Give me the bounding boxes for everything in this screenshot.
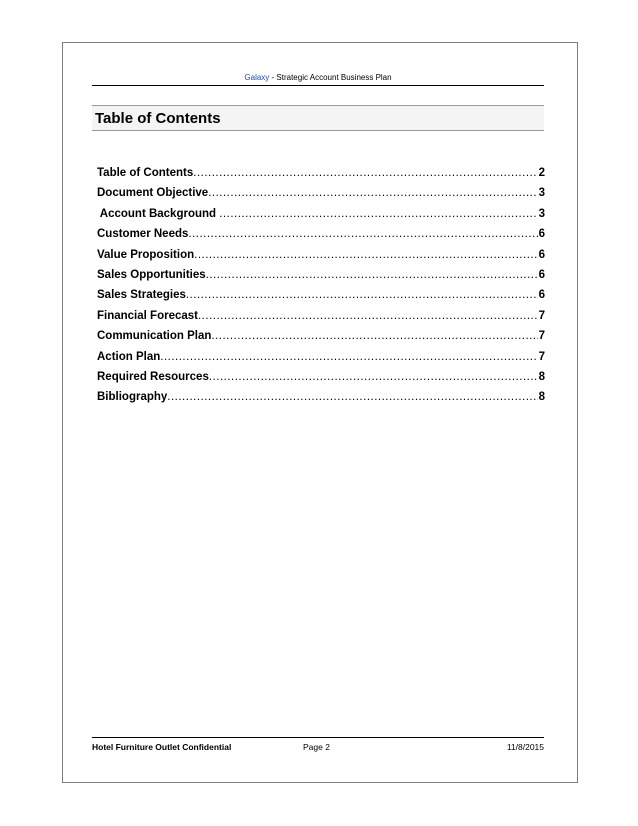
header-doc-title: Strategic Account Business Plan <box>276 73 392 82</box>
header-brand: Galaxy <box>244 73 270 82</box>
footer-rule <box>92 737 544 738</box>
header-separator: - <box>269 73 277 82</box>
toc-entry[interactable] <box>97 204 545 224</box>
toc-entry-page: 6 <box>538 248 545 261</box>
section-title: Table of Contents <box>95 110 221 127</box>
toc-entry[interactable] <box>97 387 545 407</box>
header-rule <box>92 85 544 86</box>
toc-entry-label: Value Proposition <box>97 248 195 261</box>
toc-leader-dots <box>208 183 537 203</box>
toc-leader-dots <box>219 204 537 224</box>
toc-entry-label: Table of Contents <box>97 167 194 179</box>
toc-entry[interactable] <box>97 245 545 265</box>
toc-entry-label: Sales Opportunities <box>97 268 206 281</box>
toc-entry-label: Sales Strategies <box>97 289 186 302</box>
toc-entry-page: 7 <box>538 350 545 363</box>
toc-entry[interactable] <box>97 367 545 387</box>
toc-entry[interactable] <box>97 183 545 203</box>
footer-date: 11/8/2015 <box>506 742 544 752</box>
toc-leader-dots <box>186 285 538 305</box>
toc-leader-dots <box>209 367 538 387</box>
toc-entry[interactable] <box>97 265 545 285</box>
toc-entry-page: 3 <box>538 187 545 200</box>
toc-entry-page: 8 <box>538 370 545 383</box>
toc-entry-label: Financial Forecast <box>97 309 198 322</box>
toc-entry-label: Customer Needs <box>97 228 189 241</box>
toc-entry-label: Document Objective <box>97 187 209 200</box>
toc-leader-dots <box>211 326 537 346</box>
toc-entry-label: Bibliography <box>97 391 168 404</box>
toc-entry[interactable] <box>97 347 545 367</box>
toc-entry-page: 2 <box>538 167 545 179</box>
toc-leader-dots <box>194 245 537 265</box>
toc-entry-page: 6 <box>538 228 545 241</box>
toc-entry-label: Account Background <box>97 207 220 220</box>
table-of-contents <box>97 163 545 408</box>
toc-entry-page: 7 <box>538 309 545 322</box>
footer-confidential: Hotel Furniture Outlet Confidential <box>92 742 232 752</box>
toc-leader-dots <box>167 387 537 407</box>
toc-leader-dots <box>193 163 537 183</box>
toc-entry-label: Action Plan <box>97 350 161 363</box>
toc-entry[interactable] <box>97 285 545 305</box>
toc-entry-label: Required Resources <box>97 370 209 383</box>
section-title-band <box>92 105 544 131</box>
toc-entry[interactable] <box>97 224 545 244</box>
toc-leader-dots <box>188 224 537 244</box>
toc-entry[interactable] <box>97 326 545 346</box>
toc-entry-page: 6 <box>538 289 545 302</box>
page-header <box>92 73 544 82</box>
toc-leader-dots <box>206 265 538 285</box>
toc-leader-dots <box>198 306 538 326</box>
footer-page-number: Page 2 <box>303 742 330 752</box>
page-border <box>62 42 578 783</box>
toc-leader-dots <box>160 347 537 367</box>
toc-entry-label: Communication Plan <box>97 330 212 343</box>
toc-entry-page: 6 <box>538 268 545 281</box>
toc-entry-page: 3 <box>538 207 545 220</box>
toc-entry[interactable] <box>97 163 545 183</box>
toc-entry[interactable] <box>97 306 545 326</box>
toc-entry-page: 8 <box>538 391 545 404</box>
toc-entry-page: 7 <box>538 330 545 343</box>
